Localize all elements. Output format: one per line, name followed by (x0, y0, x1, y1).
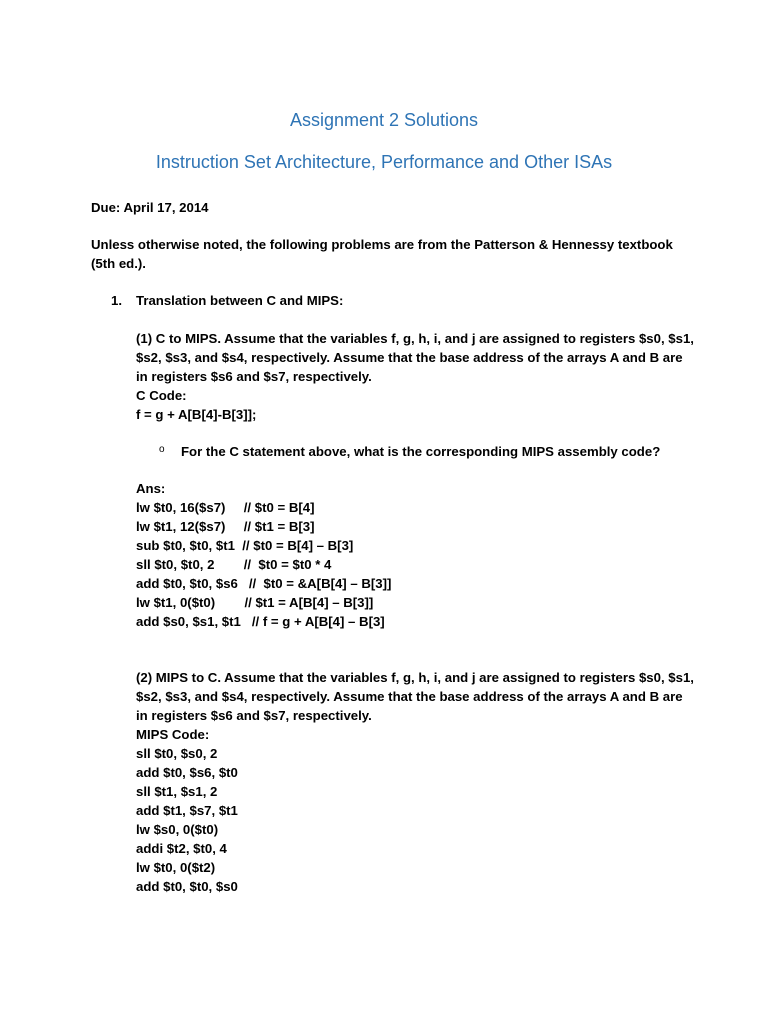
document-title: Assignment 2 Solutions (289, 110, 479, 130)
answer-code-line: add $t0, $t0, $s6 // $t0 = &A[B[4] – B[3]] (136, 576, 392, 591)
bullet-circle-icon: o (159, 444, 165, 455)
answer-code-line: sub $t0, $t0, $t1 // $t0 = B[4] – B[3] (136, 538, 354, 553)
mips-code-label: MIPS Code: (136, 727, 210, 742)
problem-heading: Translation between C and MIPS: (136, 293, 344, 308)
problem-number: 1. (111, 293, 122, 308)
intro-line: (5th ed.). (91, 256, 146, 271)
answer-code-line: lw $t1, 0($t0) // $t1 = A[B[4] – B[3]] (136, 595, 374, 610)
mips-code-line: add $t1, $s7, $t1 (136, 803, 238, 818)
mips-code-line: lw $s0, 0($t0) (136, 822, 219, 837)
part1-text-line: in registers $s6 and $s7, respectively. (136, 369, 372, 384)
part1-text-line: $s2, $s3, and $s4, respectively. Assume that the base address of the arrays A and B are (136, 350, 683, 365)
answer-code-line: sll $t0, $t0, 2 // $t0 = $t0 * 4 (136, 557, 332, 572)
answer-code-line: lw $t1, 12($s7) // $t1 = B[3] (136, 519, 315, 534)
answer-label: Ans: (136, 481, 166, 496)
part2-text-line: in registers $s6 and $s7, respectively. (136, 708, 372, 723)
mips-code-line: sll $t1, $s1, 2 (136, 784, 218, 799)
mips-code-line: add $t0, $s6, $t0 (136, 765, 238, 780)
answer-code-line: lw $t0, 16($s7) // $t0 = B[4] (136, 500, 315, 515)
mips-code-line: addi $t2, $t0, 4 (136, 841, 227, 856)
question-text: For the C statement above, what is the corresponding MIPS assembly code? (181, 444, 661, 459)
mips-code-line: lw $t0, 0($t2) (136, 860, 216, 875)
c-code-statement: f = g + A[B[4]-B[3]]; (136, 407, 257, 422)
mips-code-line: add $t0, $t0, $s0 (136, 879, 238, 894)
answer-code-line: add $s0, $s1, $t1 // f = g + A[B[4] – B[3] (136, 614, 385, 629)
part2-text-line: (2) MIPS to C. Assume that the variables f, g, h, i, and j are assigned to registers $s0, $s1, (136, 670, 694, 685)
part2-text-line: $s2, $s3, and $s4, respectively. Assume that the base address of the arrays A and B are (136, 689, 683, 704)
due-date: Due: April 17, 2014 (91, 200, 209, 215)
intro-line: Unless otherwise noted, the following problems are from the Patterson & Hennessy textbook (91, 237, 673, 252)
mips-code-line: sll $t0, $s0, 2 (136, 746, 218, 761)
document-subtitle: Instruction Set Architecture, Performance and Other ISAs (155, 152, 613, 172)
part1-text-line: (1) C to MIPS. Assume that the variables f, g, h, i, and j are assigned to registers $s0, $s1, (136, 331, 694, 346)
c-code-label: C Code: (136, 388, 187, 403)
